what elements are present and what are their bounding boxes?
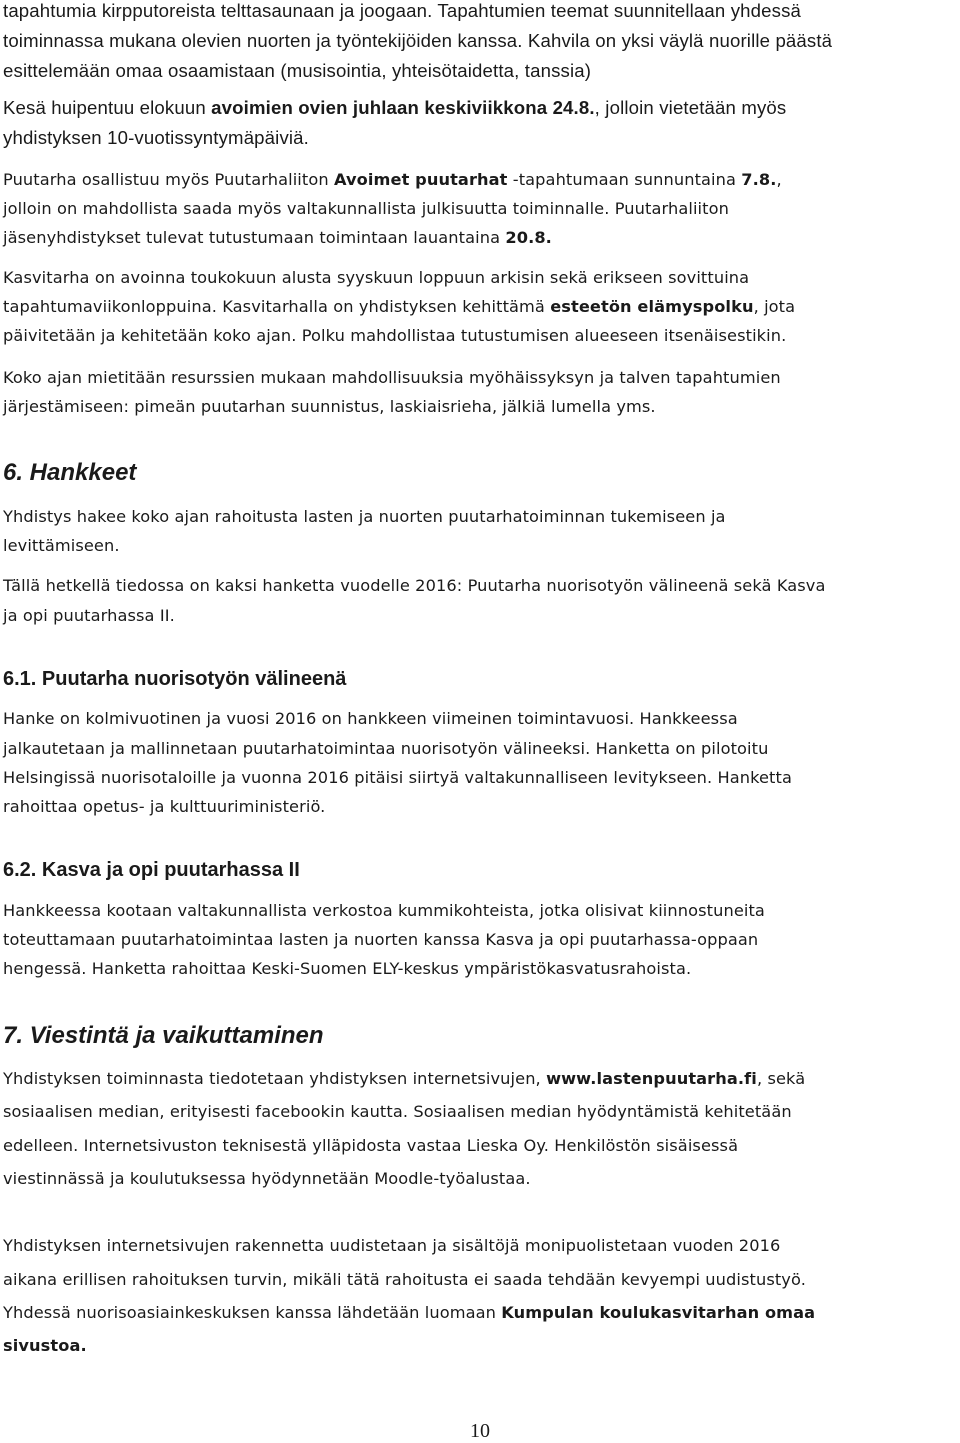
page-number: 10 xyxy=(470,1420,490,1442)
text-line xyxy=(3,97,953,119)
text-run: Yhdistyksen toiminnasta tiedotetaan yhdistyksen internetsivujen, xyxy=(3,1069,547,1088)
section-heading: 6. Hankkeet xyxy=(3,459,137,486)
text-line: hengessä. Hanketta rahoittaa Keski-Suomen ELY-keskus ympäristökasvatusrahoista. xyxy=(3,959,692,978)
text-run: , xyxy=(776,170,782,189)
subsection-heading: 6.2. Kasva ja opi puutarhassa II xyxy=(3,859,300,881)
text-line xyxy=(3,297,953,316)
school-garden-site: sivustoa. xyxy=(3,1336,87,1355)
text-line: jalkautetaan ja mallinnetaan puutarhatoimintaa nuorisotyön välineeksi. Hanketta on pilotoitu xyxy=(3,739,769,758)
event-date: 20.8. xyxy=(505,228,552,247)
text-run: Puutarha osallistuu myös Puutarhaliiton xyxy=(3,170,334,189)
text-line: levittämiseen. xyxy=(3,536,120,555)
text-line: tapahtumia kirpputoreista telttasaunaan ja joogaan. Tapahtumien teemat suunnitellaan yhdessä xyxy=(3,0,802,21)
text-line: aikana erillisen rahoituksen turvin, mikäli tätä rahoitusta ei saada tehdään kevyempi uudistustyö. xyxy=(3,1270,806,1289)
section-heading: 7. Viestintä ja vaikuttaminen xyxy=(3,1022,324,1049)
website-link[interactable]: www.lastenpuutarha.fi xyxy=(546,1069,757,1088)
text-line: järjestämiseen: pimeän puutarhan suunnistus, laskiaisrieha, jälkiä lumella yms. xyxy=(3,397,656,416)
text-line: Yhdistys hakee koko ajan rahoitusta lasten ja nuorten puutarhatoiminnan tukemiseen ja xyxy=(3,507,726,526)
text-line xyxy=(3,228,953,247)
subsection-heading: 6.1. Puutarha nuorisotyön välineenä xyxy=(3,668,347,690)
text-line: Hanke on kolmivuotinen ja vuosi 2016 on hankkeen viimeinen toimintavuosi. Hankkeessa xyxy=(3,709,738,728)
accessible-path: esteetön elämyspolku xyxy=(550,297,754,316)
text-run: , jota xyxy=(753,297,796,316)
text-line xyxy=(3,1336,953,1355)
text-line: jolloin on mahdollista saada myös valtakunnallista julkisuutta toiminnalle. Puutarhaliiton xyxy=(3,199,729,218)
text-run: , jolloin vietetään myös xyxy=(594,97,787,118)
open-house-event: avoimien ovien juhlaan keskiviikkona 24.8. xyxy=(211,97,595,118)
text-run: , sekä xyxy=(756,1069,806,1088)
text-line xyxy=(3,170,953,189)
text-line xyxy=(3,1303,953,1322)
text-line: Hankkeessa kootaan valtakunnallista verkostoa kummikohteista, jotka olisivat kiinnostuneita xyxy=(3,901,765,920)
text-line: Tällä hetkellä tiedossa on kaksi hanketta vuodelle 2016: Puutarha nuorisotyön välineenä sekä Kasva xyxy=(3,576,826,595)
open-gardens-event: Avoimet puutarhat xyxy=(333,170,508,189)
text-run: jäsenyhdistykset tulevat tutustumaan toimintaan lauantaina xyxy=(3,228,506,247)
text-line: toteuttamaan puutarhatoimintaa lasten ja nuorten kanssa Kasva ja opi puutarhassa-oppaan xyxy=(3,930,759,949)
event-date: 7.8. xyxy=(741,170,777,189)
school-garden-site: Kumpulan koulukasvitarhan omaa xyxy=(501,1303,816,1322)
text-line: toiminnassa mukana olevien nuorten ja työntekijöiden kanssa. Kahvila on yksi väylä nuorille päästä xyxy=(3,30,833,51)
text-line: esittelemään omaa osaamistaan (musisointia, yhteisötaidetta, tanssia) xyxy=(3,60,592,81)
text-line: Helsingissä nuorisotaloille ja vuonna 2016 pitäisi siirtyä valtakunnalliseen levitykseen. Hanketta xyxy=(3,768,792,787)
text-line: sosiaalisen median, erityisesti facebookin kautta. Sosiaalisen median hyödyntämistä kehitetään xyxy=(3,1102,792,1121)
text-line: viestinnässä ja koulutuksessa hyödynnetään Moodle-työalustaa. xyxy=(3,1169,531,1188)
text-line: ja opi puutarhassa II. xyxy=(3,606,175,625)
text-run: Kesä huipentuu elokuun xyxy=(3,97,212,118)
text-line: rahoittaa opetus- ja kulttuuriministeriö. xyxy=(3,797,326,816)
text-line xyxy=(3,1069,953,1088)
text-run: Yhdessä nuorisoasiainkeskuksen kanssa lähdetään luomaan xyxy=(3,1303,502,1322)
text-run: tapahtumaviikonloppuina. Kasvitarhalla on yhdistyksen kehittämä xyxy=(3,297,551,316)
text-line: päivitetään ja kehitetään koko ajan. Polku mahdollistaa tutustumisen alueeseen itsenäisestikin. xyxy=(3,326,787,345)
text-line: Yhdistyksen internetsivujen rakennetta uudistetaan ja sisältöjä monipuolistetaan vuoden 2016 xyxy=(3,1236,781,1255)
text-line: Koko ajan mietitään resurssien mukaan mahdollisuuksia myöhäissyksyn ja talven tapahtumien xyxy=(3,368,781,387)
text-line: yhdistyksen 10-vuotissyntymäpäiviä. xyxy=(3,127,309,148)
text-line: edelleen. Internetsivuston teknisestä ylläpidosta vastaa Lieska Oy. Henkilöstön sisäisessä xyxy=(3,1136,739,1155)
text-line: Kasvitarha on avoinna toukokuun alusta syyskuun loppuun arkisin sekä erikseen sovittuina xyxy=(3,268,750,287)
text-run: -tapahtumaan sunnuntaina xyxy=(507,170,742,189)
